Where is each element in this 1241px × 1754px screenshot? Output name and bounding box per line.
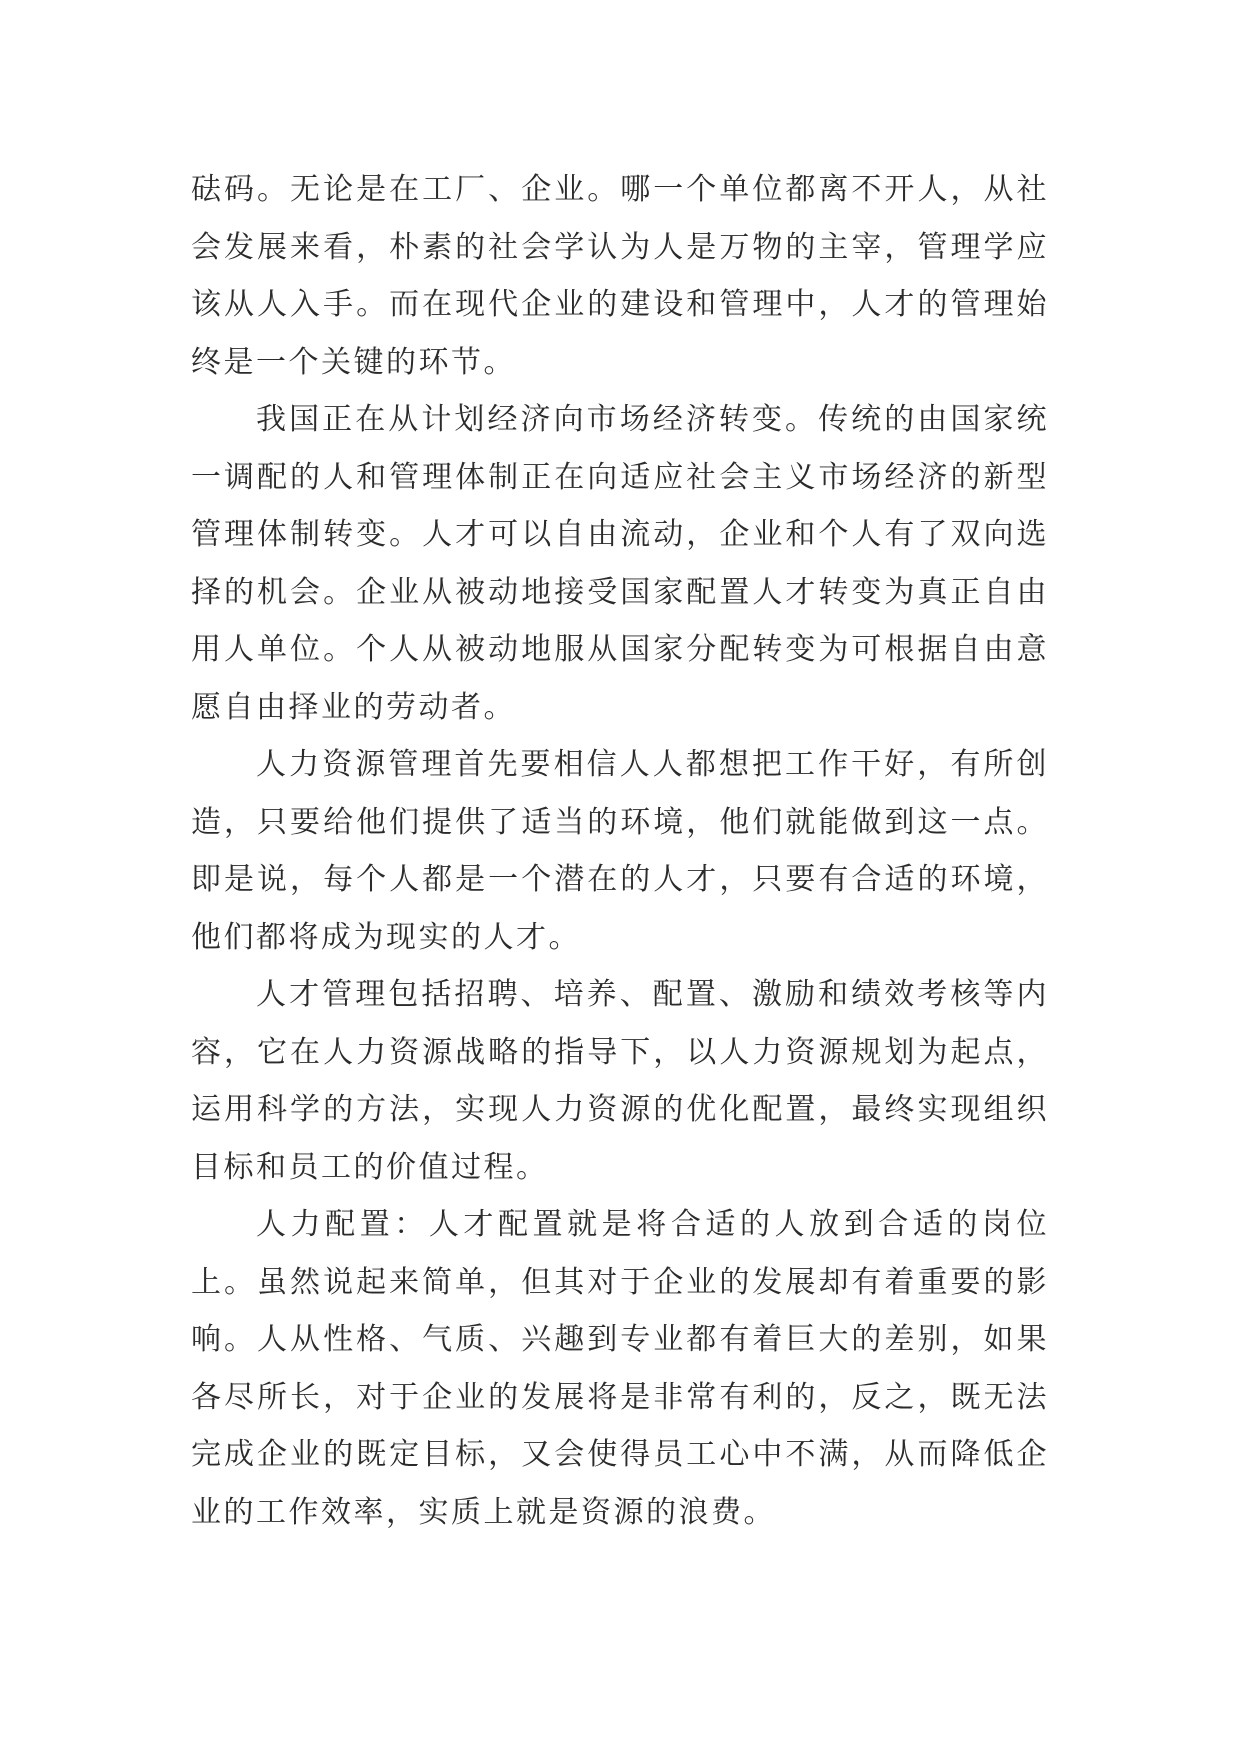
paragraph-1: 砝码。无论是在工厂、企业。哪一个单位都离不开人，从社会发展来看，朴素的社会学认为人是万物的主宰，管理学应该从人入手。而在现代企业的建设和管理中，人才的管理始终是一个关键的环节。 bbox=[191, 172, 1049, 380]
paragraph-5: 人力配置：人才配置就是将合适的人放到合适的岗位上。虽然说起来简单，但其对于企业的发展却有着重要的影响。人从性格、气质、兴趣到专业都有着巨大的差别，如果各尽所长，对于企业的发展将是非常有利的，反之，既无法完成企业的既定目标，又会使得员工心中不满，从而降低企业的工作效率，实质上就是资源的浪费。 bbox=[191, 1207, 1049, 1530]
paragraph-4: 人才管理包括招聘、培养、配置、激励和绩效考核等内容，它在人力资源战略的指导下，以人力资源规划为起点，运用科学的方法，实现人力资源的优化配置，最终实现组织目标和员工的价值过程。 bbox=[191, 977, 1049, 1185]
document-body bbox=[191, 161, 1049, 1541]
paragraph-2: 我国正在从计划经济向市场经济转变。传统的由国家统一调配的人和管理体制正在向适应社会主义市场经济的新型管理体制转变。人才可以自由流动，企业和个人有了双向选择的机会。企业从被动地接受国家配置人才转变为真正自由用人单位。个人从被动地服从国家分配转变为可根据自由意愿自由择业的劳动者。 bbox=[191, 402, 1049, 725]
paragraph-3: 人力资源管理首先要相信人人都想把工作干好，有所创造，只要给他们提供了适当的环境，他们就能做到这一点。即是说，每个人都是一个潜在的人才，只要有合适的环境，他们都将成为现实的人才。 bbox=[191, 747, 1049, 955]
